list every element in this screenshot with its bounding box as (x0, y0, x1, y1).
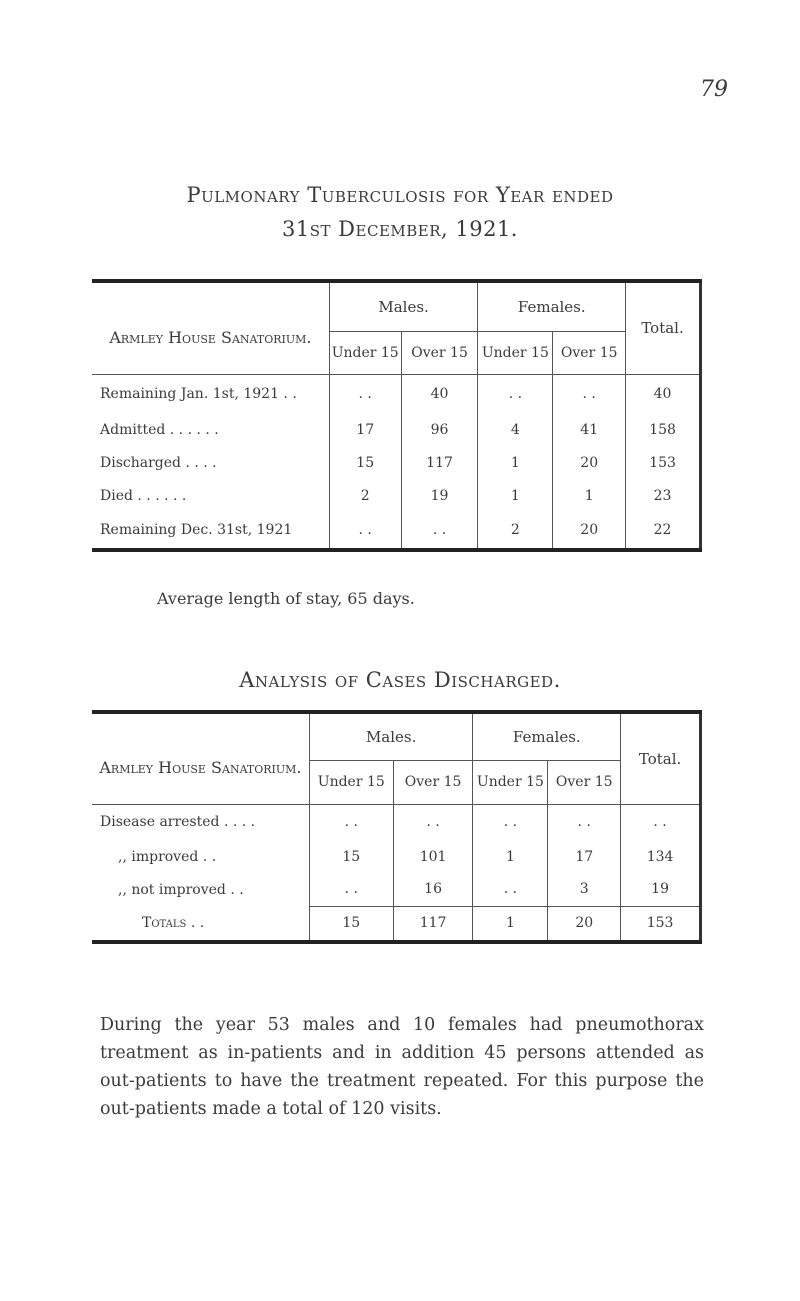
table2-females-under: Under 15 (473, 760, 548, 804)
table2-males-header: Males. (309, 712, 473, 760)
table1-males-header: Males. (329, 281, 478, 331)
cell: 23 (626, 479, 701, 512)
cell: 117 (393, 906, 473, 942)
cell: . . (329, 512, 401, 550)
cell: 153 (621, 906, 701, 942)
table2-males-over: Over 15 (393, 760, 473, 804)
table1-males-over: Over 15 (401, 331, 478, 374)
average-stay-note: Average length of stay, 65 days. (157, 589, 415, 608)
cell: 40 (626, 374, 701, 413)
cell: . . (309, 873, 393, 906)
table-row (92, 413, 701, 446)
row-label: Totals . . (142, 915, 205, 931)
cell: 41 (553, 413, 626, 446)
cell: 1 (473, 906, 548, 942)
table1-males-under: Under 15 (329, 331, 401, 374)
row-label: Discharged . . . . (100, 454, 217, 471)
table1-females-over: Over 15 (553, 331, 626, 374)
cell: 15 (309, 840, 393, 873)
table-2 (92, 710, 702, 944)
cell: . . (473, 873, 548, 906)
table1-title-line1: Pulmonary Tuberculosis for Year ended (186, 183, 614, 207)
table2-males-under: Under 15 (309, 760, 393, 804)
cell: 153 (626, 446, 701, 479)
table-row (92, 906, 701, 942)
cell: 2 (478, 512, 553, 550)
cell: 17 (548, 840, 621, 873)
row-label: ,, not improved . . (118, 881, 244, 898)
cell: . . (329, 374, 401, 413)
pneumothorax-paragraph: During the year 53 males and 10 females had pneumothorax treatment as in-patients and in addition 45 persons attended as out-patients to have the treatment repeated. For this purpose the out-patients made a total of 120 visits. (100, 1015, 704, 1119)
cell: 15 (309, 906, 393, 942)
cell: 16 (393, 873, 473, 906)
cell: 4 (478, 413, 553, 446)
row-label: Remaining Dec. 31st, 1921 (100, 522, 293, 538)
row-label: Remaining Jan. 1st, 1921 . . (92, 374, 329, 413)
cell: 40 (401, 374, 478, 413)
table-row (92, 374, 701, 413)
cell: 20 (548, 906, 621, 942)
cell: 2 (329, 479, 401, 512)
cell: 3 (548, 873, 621, 906)
table-row (92, 446, 701, 479)
cell: . . (309, 804, 393, 840)
row-label: Admitted . . . . . . (100, 421, 219, 438)
cell: . . (553, 374, 626, 413)
table-row (92, 840, 701, 873)
cell: . . (401, 512, 478, 550)
cell: 22 (626, 512, 701, 550)
cell: 101 (393, 840, 473, 873)
row-label: Died . . . . . . (100, 487, 187, 504)
cell: 1 (478, 446, 553, 479)
cell: . . (393, 804, 473, 840)
table1-total-header: Total. (626, 281, 701, 374)
page-number: 79 (700, 77, 728, 102)
cell: . . (478, 374, 553, 413)
table-row (92, 873, 701, 906)
cell: 1 (473, 840, 548, 873)
cell: 158 (626, 413, 701, 446)
table2-total-header: Total. (621, 712, 701, 804)
cell: 20 (553, 512, 626, 550)
cell: 20 (553, 446, 626, 479)
table1-females-under: Under 15 (478, 331, 553, 374)
cell: 96 (401, 413, 478, 446)
table1-head-label: Armley House Sanatorium. (109, 327, 312, 347)
cell: 15 (329, 446, 401, 479)
cell: 1 (478, 479, 553, 512)
cell: . . (621, 804, 701, 840)
cell: 134 (621, 840, 701, 873)
table2-females-header: Females. (473, 712, 621, 760)
table2-title: Analysis of Cases Discharged. (239, 668, 561, 692)
cell: 19 (621, 873, 701, 906)
cell: . . (548, 804, 621, 840)
table1-females-header: Females. (478, 281, 626, 331)
cell: . . (473, 804, 548, 840)
table2-head-label: Armley House Sanatorium. (99, 758, 302, 778)
cell: 17 (329, 413, 401, 446)
cell: 117 (401, 446, 478, 479)
table-row (92, 804, 701, 840)
table-1 (92, 279, 702, 552)
row-label: ,, improved . . (118, 848, 217, 865)
cell: 1 (553, 479, 626, 512)
cell: 19 (401, 479, 478, 512)
table1-title-line2: 31st December, 1921. (282, 217, 518, 241)
table2-females-over: Over 15 (548, 760, 621, 804)
table-row (92, 512, 701, 550)
table-row (92, 479, 701, 512)
row-label: Disease arrested . . . . (92, 804, 309, 840)
